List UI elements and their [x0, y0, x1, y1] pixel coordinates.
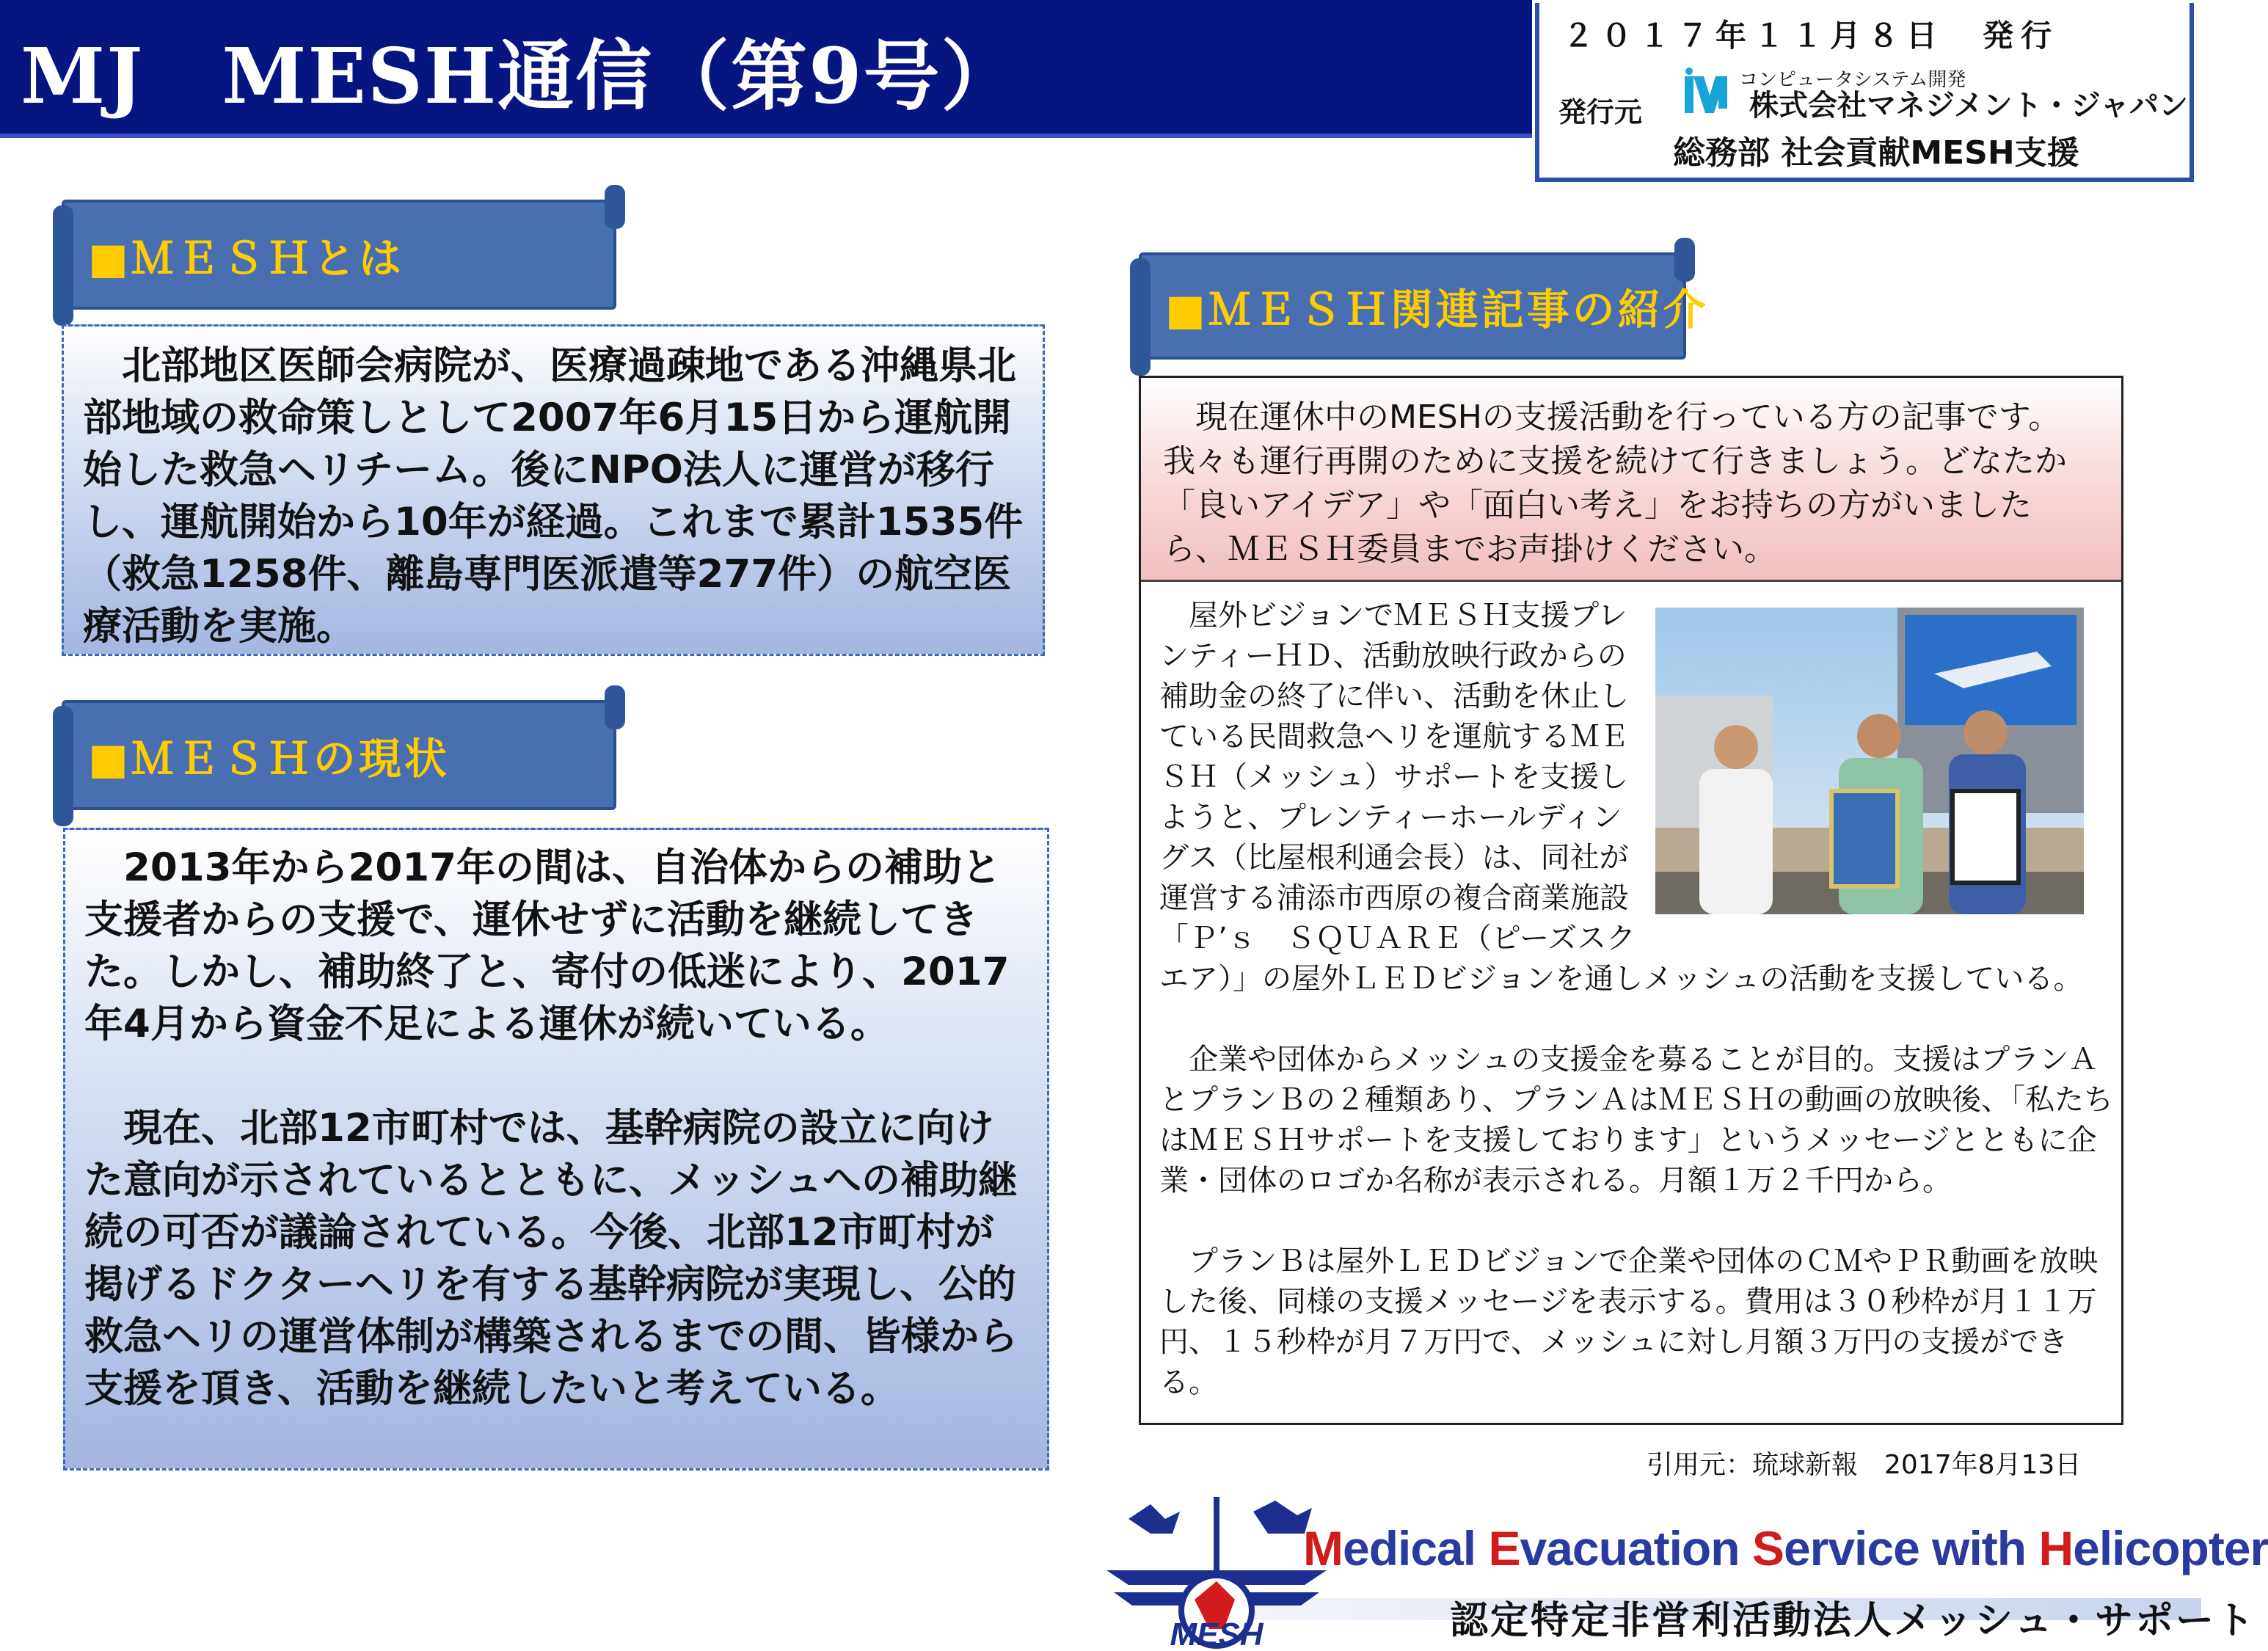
article-paragraph-1: 屋外ビジョンでＭＥＳＨ支援プレンティーＨＤ、活動放映行政からの補助金の終了に伴い、活動を休止している民間救急ヘリを運航するＭＥＳＨ（メッシュ）サポートを支援しようと、プレンティーホールディングス（比屋根利通会長）は、同社が運営する浦添市西原の複合商業施設「Ｐ’ｓ ＳＱＵＡＲＥ（ピーズスクエア）」の屋外ＬＥＤビジョンを通しメッシュの活動を支援している。: [1159, 599, 2083, 996]
status-panel: [63, 828, 1049, 1470]
articles-heading: ■ＭＥＳＨ関連記事の紹介: [1165, 285, 1709, 335]
about-panel: [62, 324, 1045, 656]
company-logo-icon: [1682, 66, 1735, 119]
article-paragraph-2: 企業や団体からメッシュの支援金を募ることが目的。支援はプランＡとプランＢの２種類あり、プランＡはＭＥＳＨの動画の放映後、「私たちはＭＥＳＨサポートを支援しております」というメッセージとともに企業・団体のロゴか名称が表示される。月額１万２千円から。: [1159, 1043, 2113, 1198]
footer-english-name: Medical Evacuation Service with Helicopter: [1303, 1521, 2268, 1575]
articles-heading-ribbon: [1139, 252, 1709, 360]
about-text: 北部地区医師会病院が、医療過疎地である沖縄県北部地域の救命策しとして2007年6月15日から運航開始した救急ヘリチーム。後にNPO法人に運営が移行し、運航開始から10年が経過。これまで累計1535件（救急1258件、離島専門医派遣等277件）の航空医療活動を実施。: [83, 343, 1024, 649]
status-heading-ribbon: [62, 700, 616, 810]
company-department: 総務部 社会貢献MESH支援: [1673, 134, 2079, 172]
newsletter-title: MJ MESH通信（第9号）: [21, 31, 1019, 121]
company-name: 株式会社マネジメント・ジャパン: [1749, 89, 2188, 123]
publisher-label: 発行元: [1558, 96, 1643, 128]
article-body: [1159, 596, 2113, 1403]
emblem-text: MESH: [1170, 1617, 1264, 1651]
about-heading-ribbon: [62, 200, 616, 310]
status-heading: ■ＭＥＳＨの現状: [88, 734, 450, 784]
citation: 引用元：琉球新報 2017年8月13日: [1647, 1450, 2082, 1480]
mesh-emblem-icon: [1106, 1490, 1327, 1651]
article-intro-box: [1141, 378, 2121, 582]
about-heading: ■ＭＥＳＨとは: [88, 233, 404, 283]
issue-date: ２０１７年１１月８日 発行: [1563, 18, 2060, 54]
article-photo: [1655, 608, 2084, 914]
article-intro: 現在運休中のMESHの支援活動を行っている方の記事です。我々も運行再開のために支援を続けて行きましょう。どなたか「良いアイデア」や「面白い考え」をお持ちの方がいましたら、ＭＥＳＨ委員までお声掛けください。: [1163, 398, 2067, 568]
status-paragraph-1: 2013年から2017年の間は、自治体からの補助と支援者からの支援で、運休せずに活動を継続してきた。しかし、補助終了と、寄付の低迷により、2017年4月から資金不足による運休が続いている。: [84, 845, 1010, 1046]
status-paragraph-2: 現在、北部12市町村では、基幹病院の設立に向けた意向が示されているとともに、メッシュへの補助継続の可否が議論されている。今後、北部12市町村が掲げるドクターヘリを有する基幹病院が実現し、公的救急ヘリの運営体制が構築されるまでの間、皆様から支援を頂き、活動を継続したいと考えている。: [84, 1106, 1018, 1411]
company-subtitle: コンピュータシステム開発: [1739, 69, 1966, 91]
footer-japanese-name: 認定特定非営利活動法人メッシュ・サポート: [1450, 1599, 2256, 1643]
article-paragraph-3: プランＢは屋外ＬＥＤビジョンで企業や団体のＣＭやＰＲ動画を放映した後、同様の支援メッセージを表示する。費用は３０秒枠が月１１万円、１５秒枠が月７万円で、メッシュに対し月額３万円の支援ができる。: [1159, 1244, 2099, 1399]
